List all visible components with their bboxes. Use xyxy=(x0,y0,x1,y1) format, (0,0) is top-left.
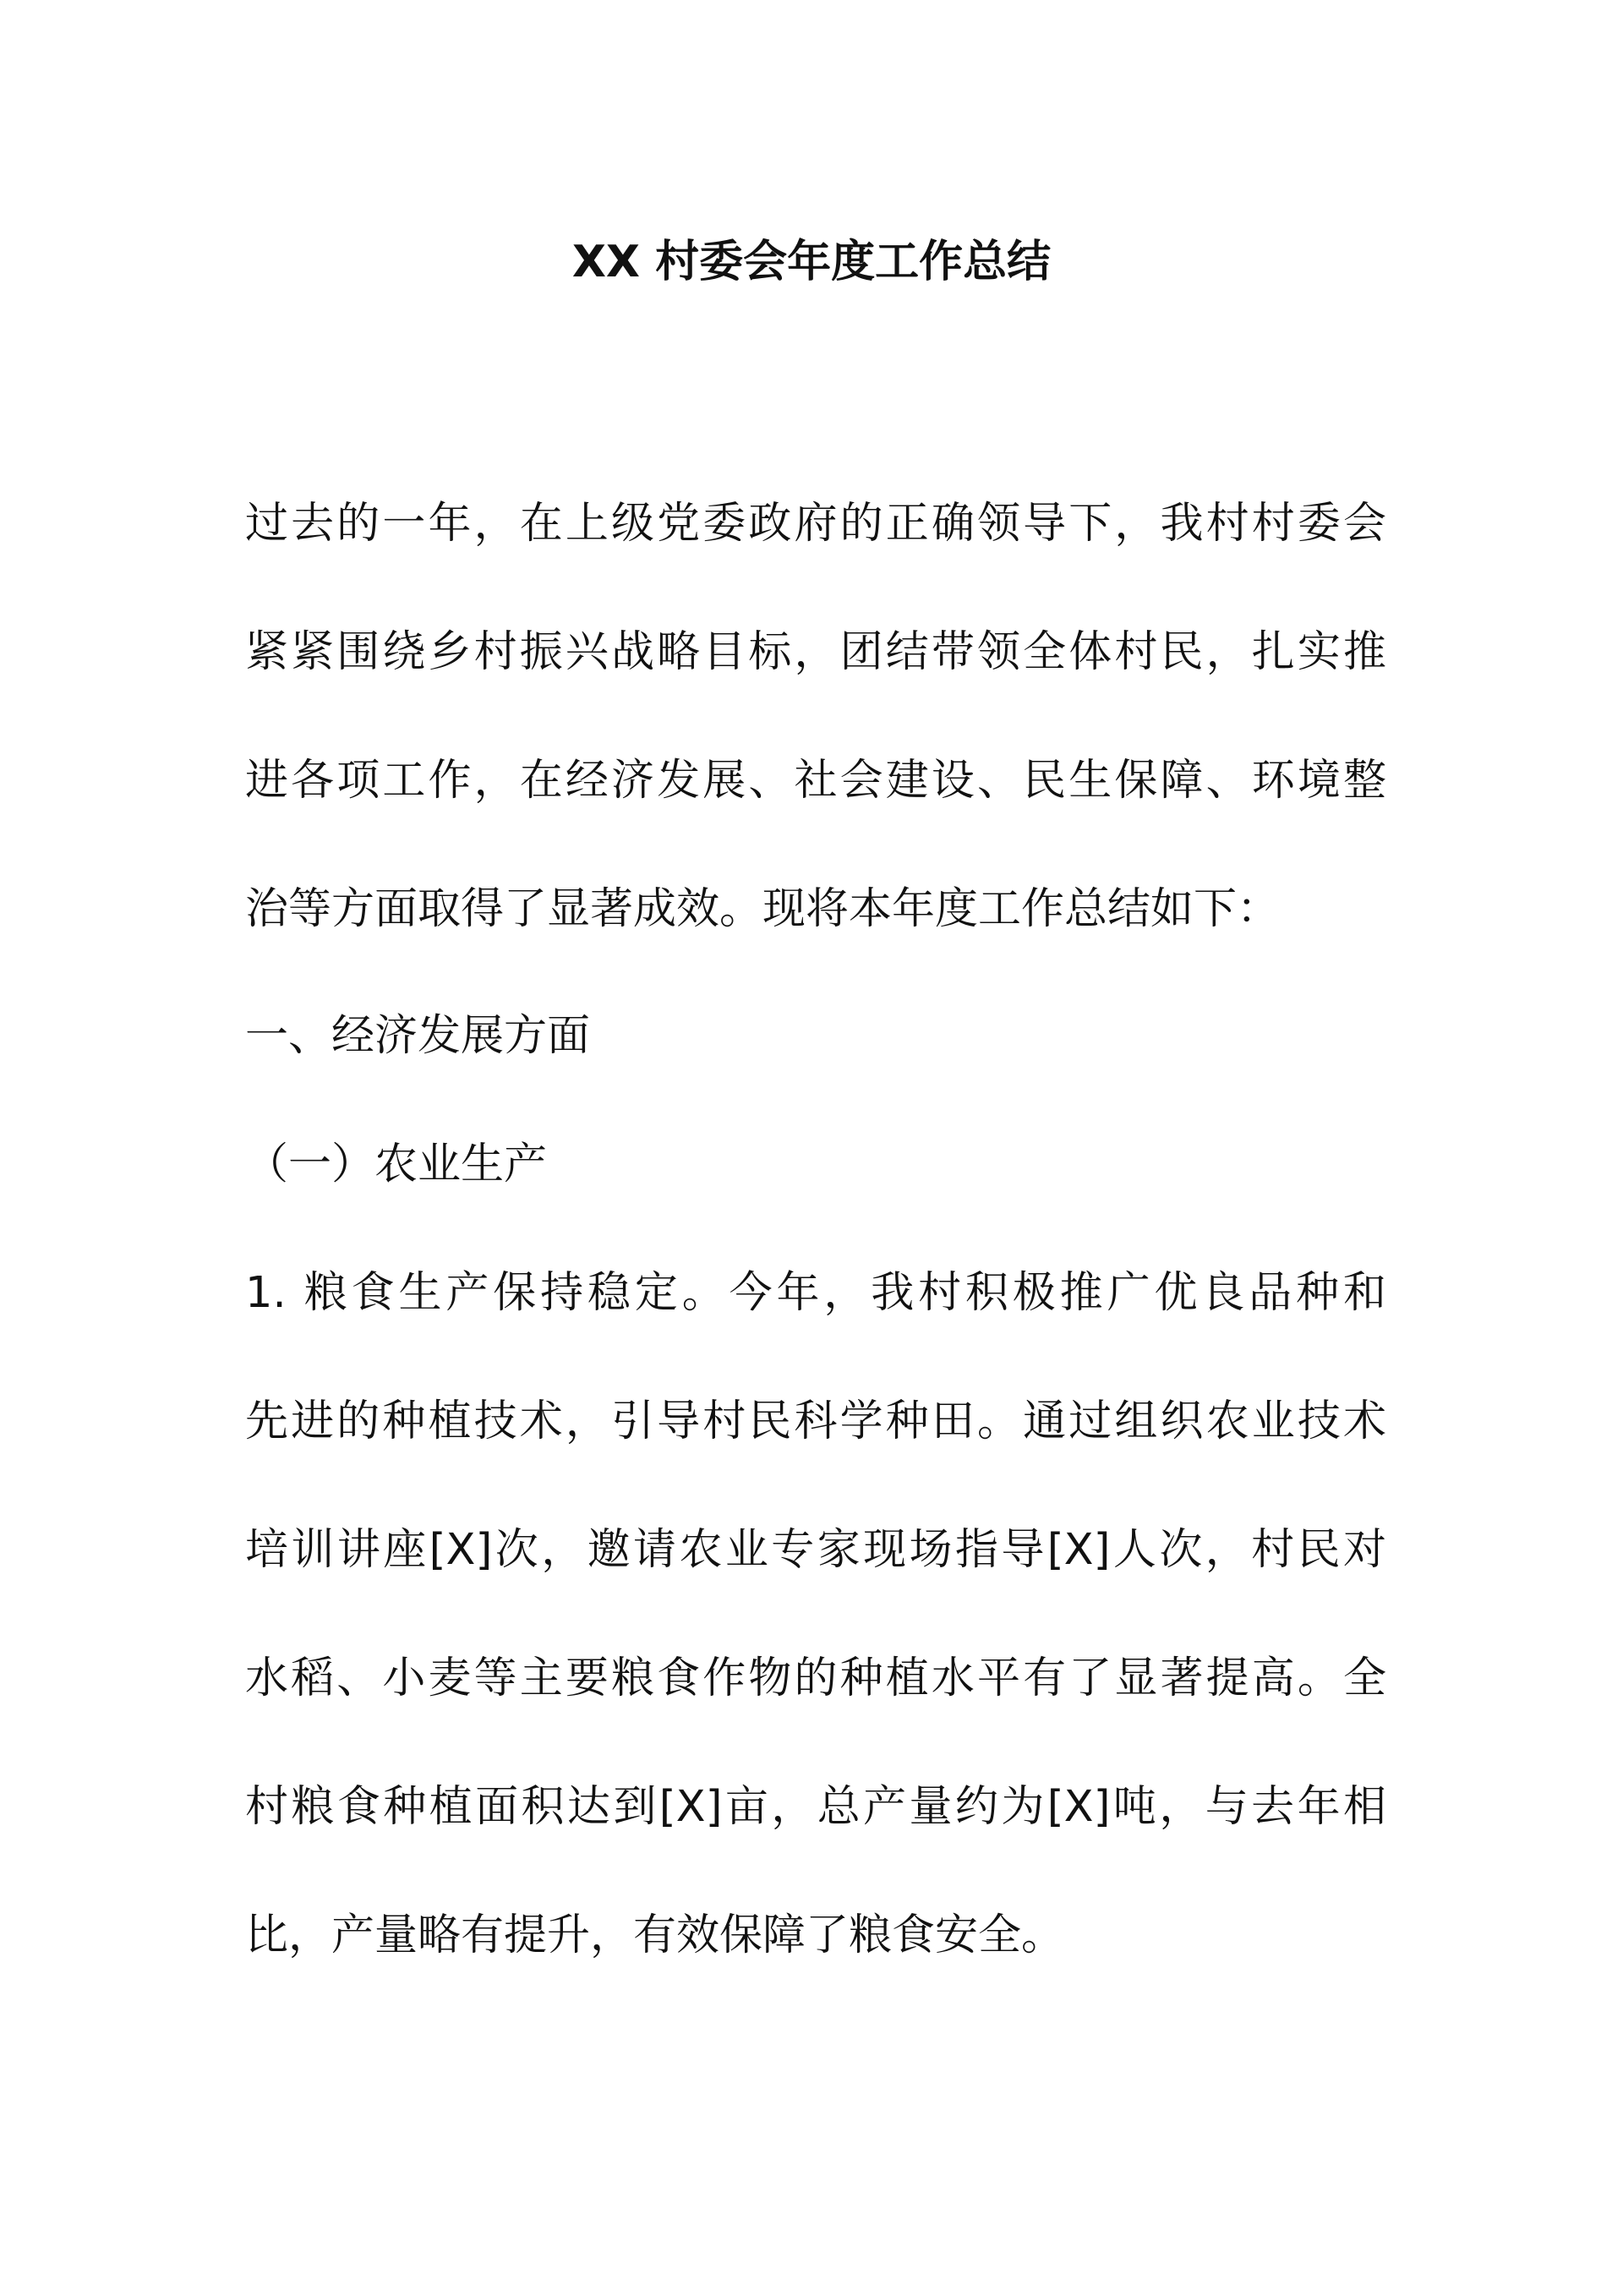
item-line-5: 村粮食种植面积达到[X]亩，总产量约为[X]吨，与去年相 xyxy=(245,1782,1386,1832)
intro-line-3: 进各项工作，在经济发展、社会建设、民生保障、环境整 xyxy=(245,756,1386,806)
item-line-3: 培训讲座[X]次，邀请农业专家现场指导[X]人次，村民对 xyxy=(245,1525,1386,1575)
item-line-4: 水稻、小麦等主要粮食作物的种植水平有了显著提高。全 xyxy=(245,1654,1386,1703)
intro-line-1: 过去的一年，在上级党委政府的正确领导下，我村村委会 xyxy=(245,499,1386,549)
document-title: XX 村委会年度工作总结 xyxy=(571,237,1052,287)
item-line-1: 1. 粮食生产保持稳定。今年，我村积极推广优良品种和 xyxy=(245,1268,1386,1318)
intro-line-4: 治等方面取得了显著成效。现将本年度工作总结如下： xyxy=(245,884,1281,934)
subsection-heading: （一）农业生产 xyxy=(245,1140,548,1189)
intro-line-2: 紧紧围绕乡村振兴战略目标，团结带领全体村民，扎实推 xyxy=(245,627,1386,677)
section-heading: 一、经济发展方面 xyxy=(245,1011,591,1061)
item-line-2: 先进的种植技术，引导村民科学种田。通过组织农业技术 xyxy=(245,1397,1386,1446)
item-line-6: 比，产量略有提升，有效保障了粮食安全。 xyxy=(245,1911,1065,1960)
